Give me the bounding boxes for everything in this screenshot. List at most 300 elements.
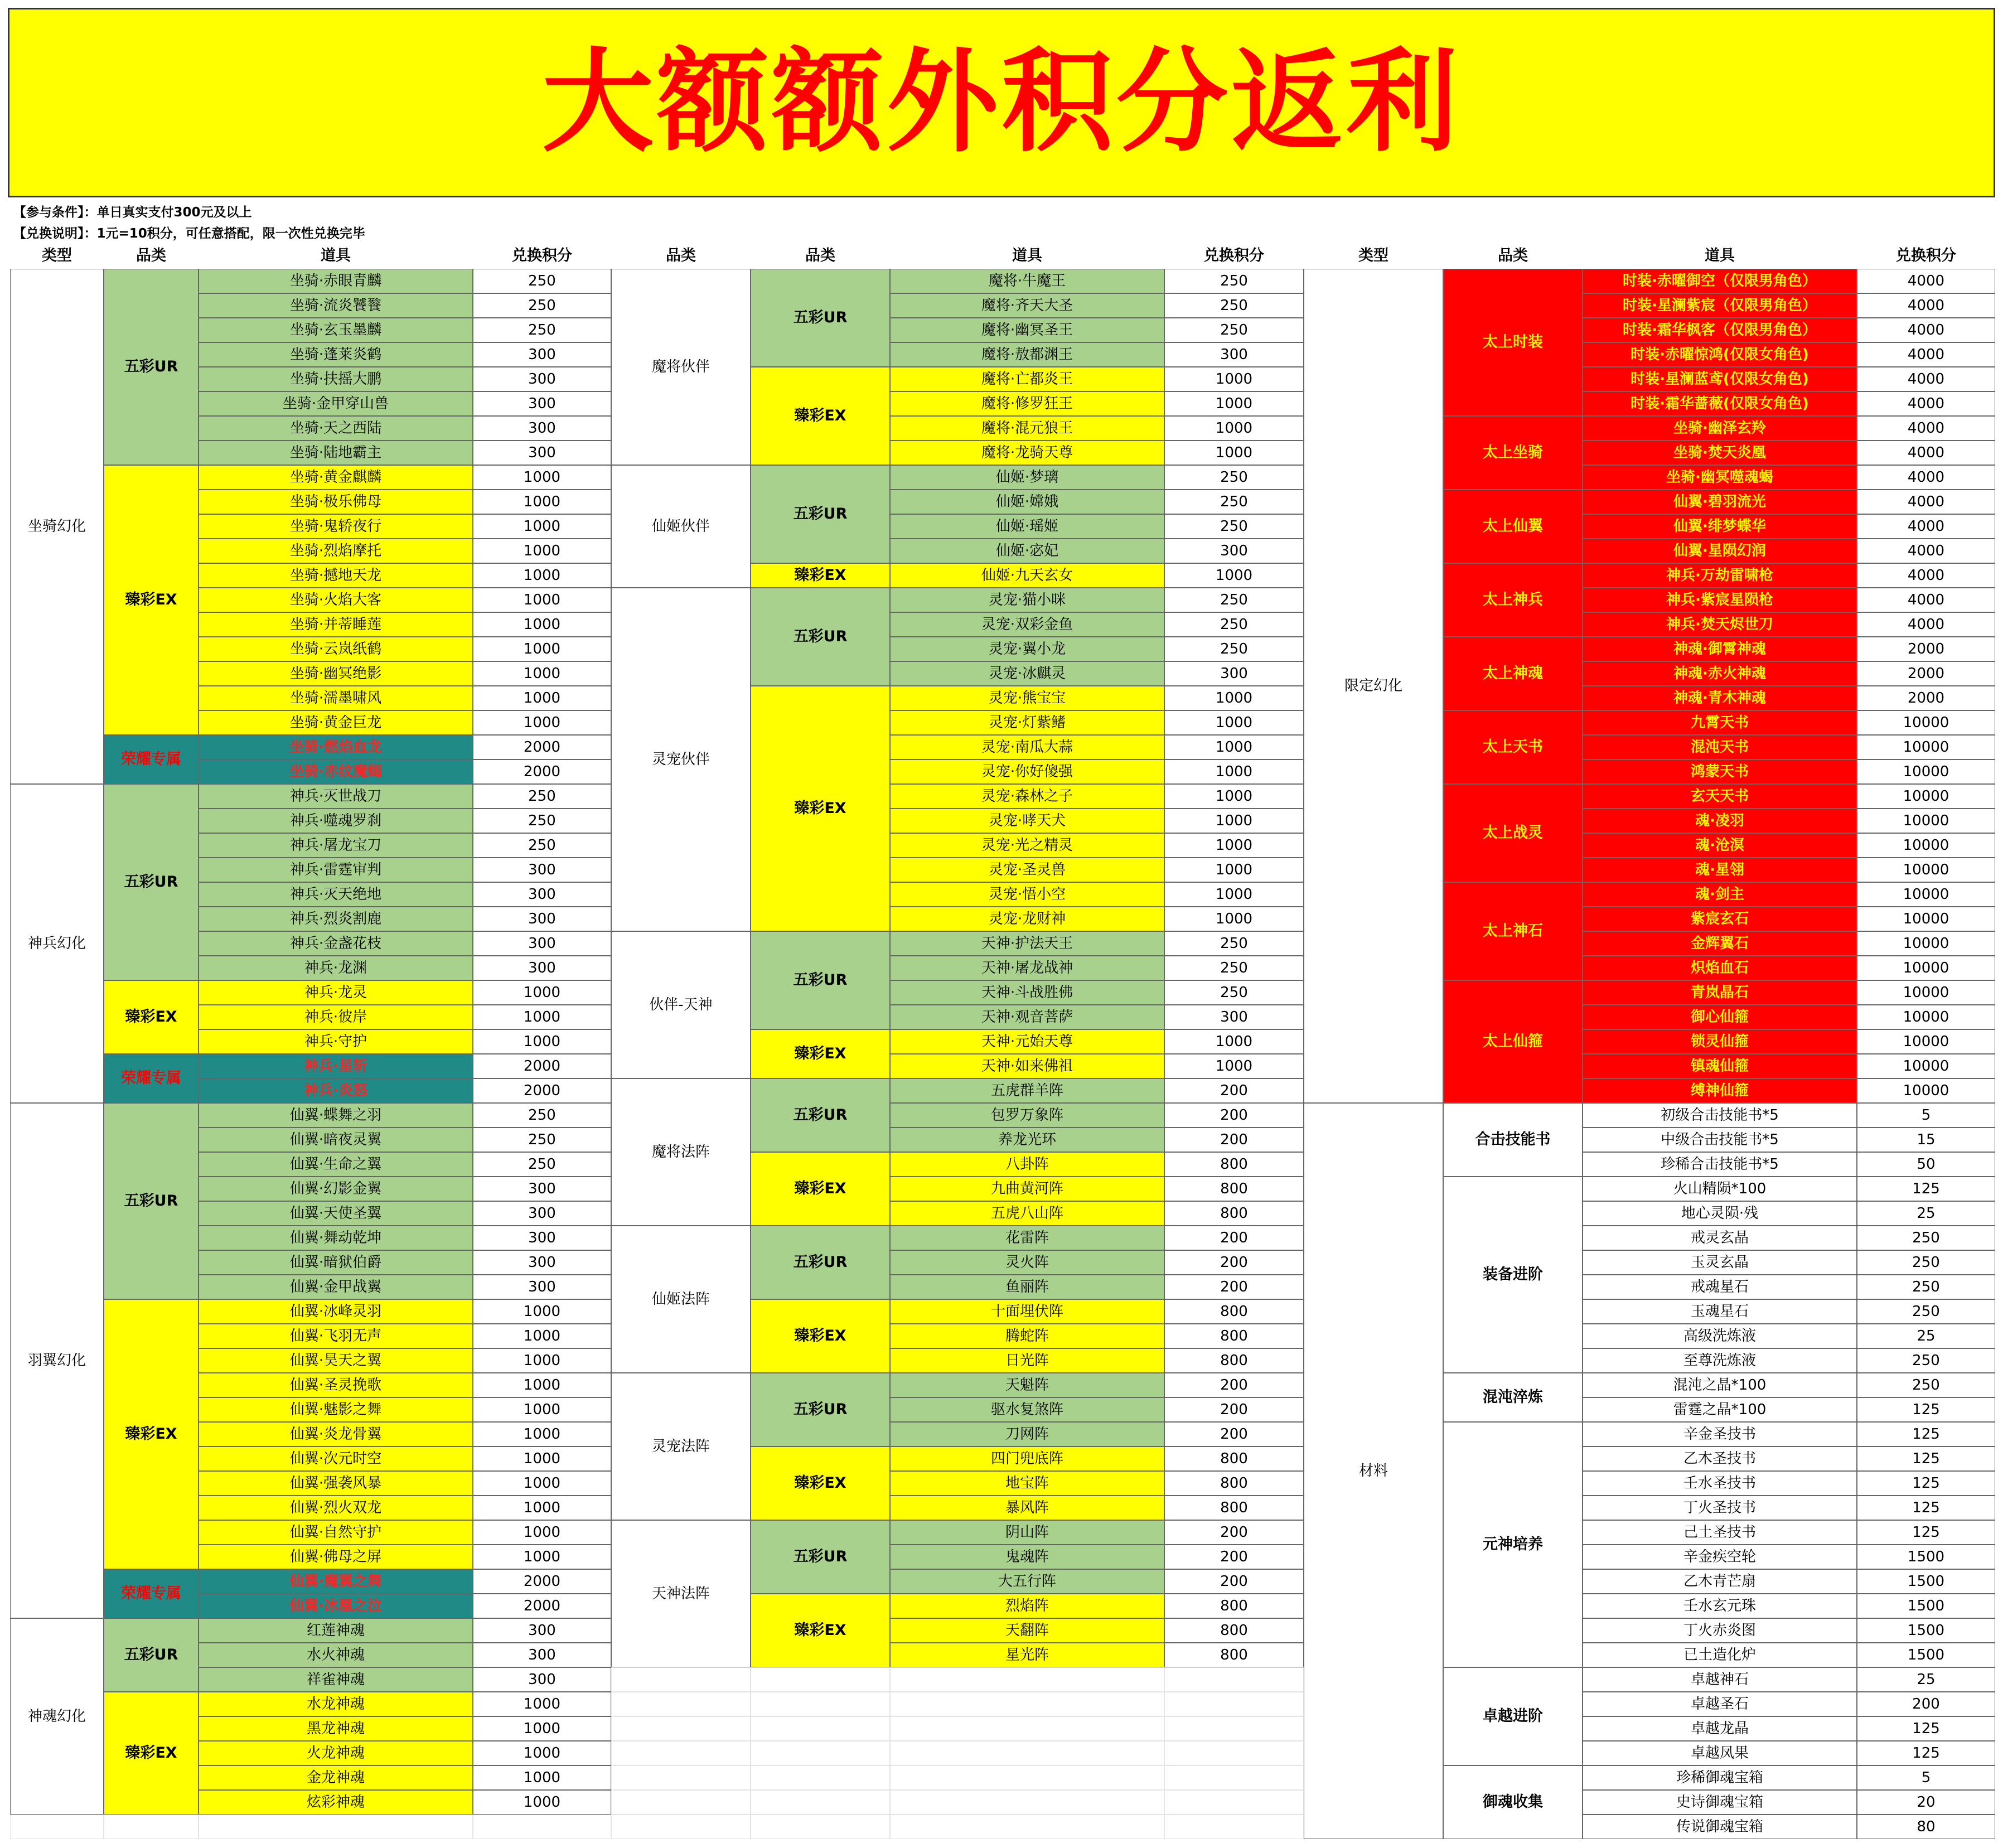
item-points: 1000	[473, 1520, 611, 1545]
item-name: 中级合击技能书*5	[1583, 1128, 1857, 1152]
item-points: 300	[1164, 661, 1304, 686]
type-cell: 坐骑幻化	[10, 269, 104, 784]
item-name: 魔将·幽冥圣王	[890, 318, 1164, 342]
item-points: 300	[1164, 342, 1304, 367]
item-points: 10000	[1857, 1029, 1995, 1054]
item-name: 十面埋伏阵	[890, 1299, 1164, 1324]
type-cell: 仙姬伙伴	[611, 465, 751, 588]
item-points: 4000	[1857, 293, 1995, 318]
item-name: 时装·赤曜御空（仅限男角色）	[1583, 269, 1857, 293]
empty-cell	[751, 1692, 890, 1716]
type-cell: 限定幻化	[1304, 269, 1443, 1103]
item-name: 仙姬·九天玄女	[890, 563, 1164, 588]
item-points: 250	[1164, 269, 1304, 293]
item-name: 时装·霜华枫客（仅限男角色）	[1583, 318, 1857, 342]
item-name: 灵火阵	[890, 1250, 1164, 1275]
participation-condition: 【参与条件】：单日真实支付300元及以上	[13, 205, 252, 220]
item-name: 混沌之晶*100	[1583, 1373, 1857, 1397]
category-cell: 太上仙箍	[1443, 980, 1583, 1103]
type-cell: 伙伴-天神	[611, 931, 751, 1078]
item-name: 魔将·牛魔王	[890, 269, 1164, 293]
category-cell: 五彩UR	[751, 269, 890, 367]
category-cell: 五彩UR	[751, 1226, 890, 1299]
item-points: 4000	[1857, 342, 1995, 367]
empty-cell	[751, 1815, 890, 1839]
item-name: 仙翼·冰峰灵羽	[199, 1299, 473, 1324]
item-name: 神兵·灭世战刀	[199, 784, 473, 809]
item-name: 五虎八山阵	[890, 1201, 1164, 1226]
item-points: 200	[1164, 1545, 1304, 1569]
item-points: 300	[473, 1226, 611, 1250]
item-points: 1000	[1164, 784, 1304, 809]
item-name: 坐骑·云岚纸鹤	[199, 637, 473, 661]
category-cell: 臻彩EX	[751, 1152, 890, 1226]
item-name: 坐骑·幽冥噬魂蝎	[1583, 465, 1857, 490]
item-points: 300	[473, 1250, 611, 1275]
header-col1-0: 类型	[42, 247, 72, 265]
item-points: 250	[473, 809, 611, 833]
item-points: 300	[473, 1201, 611, 1226]
category-cell: 太上时装	[1443, 269, 1583, 416]
item-points: 2000	[473, 735, 611, 759]
empty-cell	[611, 1667, 751, 1692]
item-name: 坐骑·金甲穿山兽	[199, 391, 473, 416]
category-cell: 混沌淬炼	[1443, 1373, 1583, 1422]
item-points: 1000	[473, 710, 611, 735]
item-name: 玉灵玄晶	[1583, 1250, 1857, 1275]
item-name: 灵宠·悟小空	[890, 882, 1164, 907]
header-col1-2: 道具	[321, 247, 351, 265]
item-points: 250	[1857, 1226, 1995, 1250]
item-points: 125	[1857, 1177, 1995, 1201]
category-cell: 御魂收集	[1443, 1765, 1583, 1839]
item-points: 1000	[473, 1005, 611, 1029]
item-name: 戒灵玄晶	[1583, 1226, 1857, 1250]
item-name: 坐骑·黄金巨龙	[199, 710, 473, 735]
item-points: 250	[1857, 1275, 1995, 1299]
item-name: 坐骑·烈焰摩托	[199, 539, 473, 563]
item-name: 传说御魂宝箱	[1583, 1815, 1857, 1839]
item-name: 高级洗炼液	[1583, 1324, 1857, 1348]
item-points: 4000	[1857, 465, 1995, 490]
item-name: 混沌天书	[1583, 735, 1857, 759]
empty-cell	[751, 1790, 890, 1815]
item-name: 神兵·龙渊	[199, 956, 473, 980]
item-points: 300	[473, 858, 611, 882]
item-name: 戒魂星石	[1583, 1275, 1857, 1299]
item-points: 250	[1857, 1373, 1995, 1397]
item-points: 4000	[1857, 318, 1995, 342]
category-cell: 荣耀专属	[104, 1054, 199, 1103]
item-name: 初级合击技能书*5	[1583, 1103, 1857, 1128]
empty-cell	[890, 1815, 1164, 1839]
item-name: 魔将·敖都渊王	[890, 342, 1164, 367]
item-name: 卓越龙晶	[1583, 1716, 1857, 1741]
item-points: 250	[1164, 293, 1304, 318]
type-cell: 神兵幻化	[10, 784, 104, 1103]
item-points: 1000	[473, 1348, 611, 1373]
item-name: 仙翼·舞动乾坤	[199, 1226, 473, 1250]
type-cell: 羽翼幻化	[10, 1103, 104, 1618]
item-name: 九曲黄河阵	[890, 1177, 1164, 1201]
category-cell: 太上天书	[1443, 710, 1583, 784]
item-points: 300	[473, 441, 611, 465]
item-points: 800	[1164, 1643, 1304, 1667]
item-name: 仙翼·魅影之舞	[199, 1397, 473, 1422]
item-name: 仙翼·自然守护	[199, 1520, 473, 1545]
item-name: 灵宠·光之精灵	[890, 833, 1164, 858]
category-cell: 五彩UR	[751, 1520, 890, 1594]
item-name: 坐骑·赤眼青麟	[199, 269, 473, 293]
item-name: 仙翼·炎龙骨翼	[199, 1422, 473, 1447]
category-cell: 装备进阶	[1443, 1177, 1583, 1373]
item-points: 250	[1164, 514, 1304, 539]
item-points: 125	[1857, 1447, 1995, 1471]
item-name: 阴山阵	[890, 1520, 1164, 1545]
item-name: 仙姬·瑶姬	[890, 514, 1164, 539]
item-name: 灵宠·森林之子	[890, 784, 1164, 809]
item-points: 250	[1857, 1348, 1995, 1373]
item-name: 卓越圣石	[1583, 1692, 1857, 1716]
item-points: 50	[1857, 1152, 1995, 1177]
item-name: 仙翼·昊天之翼	[199, 1348, 473, 1373]
item-name: 水火神魂	[199, 1643, 473, 1667]
item-points: 1000	[473, 1471, 611, 1496]
item-name: 四门兜底阵	[890, 1447, 1164, 1471]
type-cell: 天神法阵	[611, 1520, 751, 1667]
item-name: 神兵·守护	[199, 1029, 473, 1054]
item-points: 125	[1857, 1397, 1995, 1422]
item-name: 九霄天书	[1583, 710, 1857, 735]
empty-cell	[890, 1667, 1164, 1692]
item-points: 125	[1857, 1422, 1995, 1447]
item-name: 已土造化炉	[1583, 1643, 1857, 1667]
item-name: 坐骑·濡墨啸风	[199, 686, 473, 710]
empty-cell	[611, 1790, 751, 1815]
item-name: 坐骑·玄玉墨麟	[199, 318, 473, 342]
item-points: 10000	[1857, 735, 1995, 759]
item-points: 1000	[1164, 833, 1304, 858]
empty-cell	[1164, 1790, 1304, 1815]
item-name: 坐骑·陆地霸主	[199, 441, 473, 465]
item-name: 卓越凤果	[1583, 1741, 1857, 1765]
item-points: 1000	[473, 588, 611, 612]
header-col3-2: 道具	[1705, 247, 1735, 265]
item-name: 青岚晶石	[1583, 980, 1857, 1005]
item-points: 250	[473, 1128, 611, 1152]
item-points: 125	[1857, 1520, 1995, 1545]
empty-cell	[104, 1815, 199, 1839]
item-name: 时装·赤曜惊鸿(仅限女角色)	[1583, 342, 1857, 367]
category-cell: 卓越进阶	[1443, 1667, 1583, 1765]
item-name: 水龙神魂	[199, 1692, 473, 1716]
item-points: 250	[1164, 612, 1304, 637]
item-name: 灵宠·灯紫鳍	[890, 710, 1164, 735]
item-points: 250	[1164, 980, 1304, 1005]
item-points: 200	[1164, 1397, 1304, 1422]
item-points: 300	[473, 367, 611, 391]
item-points: 1000	[1164, 391, 1304, 416]
item-name: 包罗万象阵	[890, 1103, 1164, 1128]
item-points: 200	[1164, 1128, 1304, 1152]
empty-cell	[751, 1741, 890, 1765]
item-points: 1000	[1164, 735, 1304, 759]
category-cell: 臻彩EX	[751, 686, 890, 931]
item-points: 800	[1164, 1471, 1304, 1496]
item-name: 玉魂星石	[1583, 1299, 1857, 1324]
item-name: 腾蛇阵	[890, 1324, 1164, 1348]
item-name: 灵宠·熊宝宝	[890, 686, 1164, 710]
item-name: 天神·观音菩萨	[890, 1005, 1164, 1029]
item-points: 300	[473, 416, 611, 441]
item-points: 2000	[473, 1594, 611, 1618]
item-name: 仙翼·冰凰之泣	[199, 1594, 473, 1618]
item-points: 10000	[1857, 759, 1995, 784]
item-name: 神兵·万劫雷啸枪	[1583, 563, 1857, 588]
category-cell: 太上神石	[1443, 882, 1583, 980]
item-name: 丁火圣技书	[1583, 1496, 1857, 1520]
item-name: 炫彩神魂	[199, 1790, 473, 1815]
page-title: 大额额外积分返利	[541, 37, 1461, 167]
item-points: 300	[473, 956, 611, 980]
item-points: 250	[473, 269, 611, 293]
item-points: 10000	[1857, 956, 1995, 980]
header-col3-1: 品类	[1498, 247, 1528, 265]
empty-cell	[1164, 1667, 1304, 1692]
item-name: 天神·元始天尊	[890, 1029, 1164, 1054]
empty-cell	[611, 1741, 751, 1765]
item-points: 300	[1164, 539, 1304, 563]
header-col2-2: 道具	[1012, 247, 1042, 265]
empty-cell	[1164, 1765, 1304, 1790]
item-points: 2000	[473, 759, 611, 784]
item-name: 仙姬·梦璃	[890, 465, 1164, 490]
item-points: 1500	[1857, 1618, 1995, 1643]
header-col2-0: 品类	[666, 247, 696, 265]
item-points: 200	[1164, 1422, 1304, 1447]
item-points: 4000	[1857, 514, 1995, 539]
item-points: 800	[1164, 1496, 1304, 1520]
item-name: 鸿蒙天书	[1583, 759, 1857, 784]
item-name: 仙翼·暗狱伯爵	[199, 1250, 473, 1275]
empty-cell	[890, 1790, 1164, 1815]
item-name: 仙姬·宓妃	[890, 539, 1164, 563]
item-name: 坐骑·火焰大客	[199, 588, 473, 612]
category-cell: 臻彩EX	[751, 367, 890, 465]
item-name: 黑龙神魂	[199, 1716, 473, 1741]
item-name: 神兵·炎怒	[199, 1078, 473, 1103]
item-points: 800	[1164, 1299, 1304, 1324]
item-name: 珍稀御魂宝箱	[1583, 1765, 1857, 1790]
item-name: 神兵·屠龙宝刀	[199, 833, 473, 858]
item-points: 4000	[1857, 391, 1995, 416]
item-points: 250	[473, 833, 611, 858]
item-points: 125	[1857, 1496, 1995, 1520]
item-points: 1000	[1164, 907, 1304, 931]
item-name: 仙翼·次元时空	[199, 1447, 473, 1471]
item-points: 800	[1164, 1201, 1304, 1226]
item-name: 紫宸玄石	[1583, 907, 1857, 931]
category-cell: 臻彩EX	[751, 1299, 890, 1373]
category-cell: 五彩UR	[104, 1618, 199, 1692]
item-points: 1000	[473, 612, 611, 637]
item-points: 250	[473, 1103, 611, 1128]
type-cell: 灵宠伙伴	[611, 588, 751, 931]
item-points: 4000	[1857, 269, 1995, 293]
item-points: 125	[1857, 1741, 1995, 1765]
item-name: 日光阵	[890, 1348, 1164, 1373]
item-name: 火山精陨*100	[1583, 1177, 1857, 1201]
item-name: 神兵·龙灵	[199, 980, 473, 1005]
item-points: 1000	[473, 1373, 611, 1397]
item-points: 200	[1164, 1103, 1304, 1128]
item-points: 2000	[1857, 661, 1995, 686]
category-cell: 五彩UR	[751, 588, 890, 686]
category-cell: 臻彩EX	[751, 1029, 890, 1078]
header-col2-3: 兑换积分	[1204, 247, 1264, 265]
item-name: 灵宠·圣灵兽	[890, 858, 1164, 882]
item-points: 1000	[473, 1765, 611, 1790]
empty-cell	[10, 1815, 104, 1839]
item-name: 八卦阵	[890, 1152, 1164, 1177]
item-name: 神兵·星斩	[199, 1054, 473, 1078]
item-points: 1000	[1164, 563, 1304, 588]
type-cell: 材料	[1304, 1103, 1443, 1839]
item-name: 坐骑·鬼轿夜行	[199, 514, 473, 539]
item-points: 800	[1164, 1348, 1304, 1373]
empty-cell	[199, 1815, 473, 1839]
empty-cell	[890, 1692, 1164, 1716]
item-points: 1500	[1857, 1594, 1995, 1618]
category-cell: 臻彩EX	[751, 1594, 890, 1667]
item-points: 1000	[473, 1790, 611, 1815]
empty-cell	[1164, 1692, 1304, 1716]
item-points: 10000	[1857, 858, 1995, 882]
item-name: 仙翼·绯梦蝶华	[1583, 514, 1857, 539]
item-name: 灵宠·龙财神	[890, 907, 1164, 931]
category-cell: 五彩UR	[104, 269, 199, 465]
item-name: 驱水复煞阵	[890, 1397, 1164, 1422]
item-points: 4000	[1857, 416, 1995, 441]
category-cell: 臻彩EX	[104, 1692, 199, 1815]
item-points: 250	[1164, 931, 1304, 956]
item-points: 1000	[1164, 1029, 1304, 1054]
empty-cell	[611, 1716, 751, 1741]
item-name: 魔将·亡都炎王	[890, 367, 1164, 391]
item-name: 暴风阵	[890, 1496, 1164, 1520]
item-points: 300	[473, 1618, 611, 1643]
item-name: 神魂·青木神魂	[1583, 686, 1857, 710]
item-name: 神魂·赤火神魂	[1583, 661, 1857, 686]
item-name: 坐骑·天之西陆	[199, 416, 473, 441]
item-name: 卓越神石	[1583, 1667, 1857, 1692]
category-cell: 五彩UR	[751, 1078, 890, 1152]
empty-cell	[1164, 1716, 1304, 1741]
item-points: 4000	[1857, 539, 1995, 563]
item-points: 1000	[473, 490, 611, 514]
item-name: 仙翼·碧羽流光	[1583, 490, 1857, 514]
item-points: 1500	[1857, 1545, 1995, 1569]
item-name: 神魂·御霄神魂	[1583, 637, 1857, 661]
item-points: 1000	[473, 1545, 611, 1569]
item-points: 10000	[1857, 784, 1995, 809]
item-name: 灵宠·哮天犬	[890, 809, 1164, 833]
item-points: 1000	[1164, 759, 1304, 784]
item-name: 金辉翼石	[1583, 931, 1857, 956]
item-points: 80	[1857, 1815, 1995, 1839]
category-cell: 太上仙翼	[1443, 490, 1583, 563]
item-name: 仙翼·幻影金翼	[199, 1177, 473, 1201]
category-cell: 合击技能书	[1443, 1103, 1583, 1177]
item-points: 250	[1164, 465, 1304, 490]
item-points: 10000	[1857, 710, 1995, 735]
item-name: 灵宠·南瓜大蒜	[890, 735, 1164, 759]
item-points: 1000	[473, 563, 611, 588]
type-cell: 仙姬法阵	[611, 1226, 751, 1373]
item-points: 250	[473, 1152, 611, 1177]
item-name: 天神·护法天王	[890, 931, 1164, 956]
item-points: 10000	[1857, 931, 1995, 956]
item-points: 2000	[1857, 686, 1995, 710]
category-cell: 臻彩EX	[751, 563, 890, 588]
empty-cell	[890, 1741, 1164, 1765]
item-points: 250	[1164, 490, 1304, 514]
item-name: 时装·星澜紫宸（仅限男角色）	[1583, 293, 1857, 318]
header-col1-1: 品类	[136, 247, 166, 265]
item-points: 800	[1164, 1618, 1304, 1643]
item-name: 仙翼·蝶舞之羽	[199, 1103, 473, 1128]
item-name: 天神·屠龙战神	[890, 956, 1164, 980]
item-points: 25	[1857, 1667, 1995, 1692]
empty-cell	[611, 1692, 751, 1716]
item-points: 250	[1164, 588, 1304, 612]
category-cell: 五彩UR	[104, 784, 199, 980]
item-points: 1000	[1164, 809, 1304, 833]
item-points: 250	[1164, 318, 1304, 342]
item-name: 灵宠·猫小咪	[890, 588, 1164, 612]
item-points: 250	[1857, 1250, 1995, 1275]
item-points: 10000	[1857, 980, 1995, 1005]
empty-cell	[1164, 1741, 1304, 1765]
item-name: 仙翼·飞羽无声	[199, 1324, 473, 1348]
item-name: 花雷阵	[890, 1226, 1164, 1250]
item-name: 至尊洗炼液	[1583, 1348, 1857, 1373]
item-points: 250	[1857, 1299, 1995, 1324]
item-name: 神兵·雷霆审判	[199, 858, 473, 882]
item-points: 10000	[1857, 882, 1995, 907]
item-name: 灵宠·翼小龙	[890, 637, 1164, 661]
item-name: 鱼丽阵	[890, 1275, 1164, 1299]
item-name: 坐骑·并蒂睡莲	[199, 612, 473, 637]
item-points: 1000	[1164, 1054, 1304, 1078]
item-name: 魔将·修罗狂王	[890, 391, 1164, 416]
item-points: 1000	[473, 1496, 611, 1520]
item-name: 红莲神魂	[199, 1618, 473, 1643]
item-points: 25	[1857, 1201, 1995, 1226]
empty-cell	[473, 1815, 611, 1839]
item-points: 4000	[1857, 563, 1995, 588]
category-cell: 太上战灵	[1443, 784, 1583, 882]
item-name: 坐骑·蓬莱炎鹤	[199, 342, 473, 367]
item-name: 仙翼·星陨幻润	[1583, 539, 1857, 563]
item-points: 300	[473, 1177, 611, 1201]
item-name: 玄天天书	[1583, 784, 1857, 809]
category-cell: 荣耀专属	[104, 1569, 199, 1618]
item-points: 2000	[1857, 637, 1995, 661]
item-name: 壬水玄元珠	[1583, 1594, 1857, 1618]
item-points: 2000	[473, 1054, 611, 1078]
item-name: 仙翼·天使圣翼	[199, 1201, 473, 1226]
